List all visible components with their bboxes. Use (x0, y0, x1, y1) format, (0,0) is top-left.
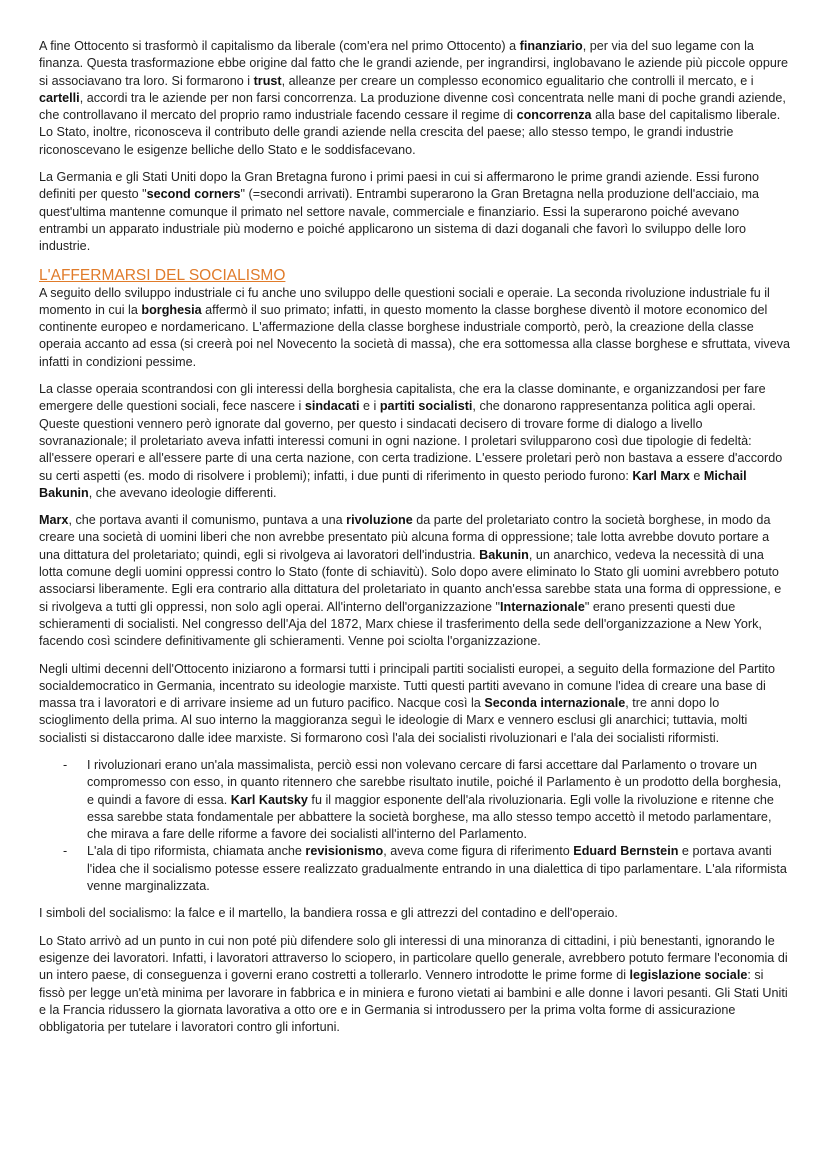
text-span: " erano presenti questi due schieramenti di socialisti. Nel congresso dell'Aja del 1872, Marx chiese il trasferimento della sede dell'organizzazione a New York, facendo così scindere definitivamente gli schieramenti. Venne poi sciolta l'organizzazione. (39, 599, 762, 649)
text-span: e (689, 468, 704, 483)
bold-term-sindacati: sindacati (304, 399, 360, 414)
bold-term-revisionismo: revisionismo (305, 844, 384, 859)
bold-term-trust: trust (253, 73, 282, 88)
text-span: , che donarono rappresentanza politica agli operai. Queste questioni vennero però ignorate dal governo, per questo i sindacati decisero di trovare forme di dialogo a livello sovranazionale; il proletariato aveva infatti interessi comuni in ogni nazione. I proletari svilupparono così due tipologie di fedeltà: all'essere operari e all'essere parte di una certa nazione, con certa tradizione. L'essere proletari però non bastava a essere d'accordo su certi aspetti (es. modo di risolvere i problemi); infatti, i due punti di riferimento in questo periodo furono: (39, 399, 783, 483)
bold-term-bakunin: Bakunin (479, 547, 529, 562)
paragraph-simboli (39, 905, 791, 922)
text-span: La classe operaia scontrandosi con gli interessi della borghesia capitalista, che era la classe dominante, e organizzandosi per fare emergere delle questioni sociali, fece nascere i (39, 382, 766, 414)
bold-term-legislazione-sociale: legislazione sociale (629, 968, 748, 983)
text-span: , un anarchico, vedeva la necessità di una lotta comune degli uomini oppressi contro lo Stato (fonte di schiavitù). Solo dopo avere eliminato lo Stato gli uomini avrebbero potuto associarsi liberamente. Egli era contrario alla dittatura del proletariato in quanto anch'essa sarebbe stata una forma di oppressione, e si rivolgeva a tutti gli oppressi, non solo agli operai. All'interno dell'organizzazione " (39, 547, 782, 614)
paragraph-marx-bakunin (39, 512, 791, 650)
text-span: L'ala di tipo riformista, chiamata anche (87, 844, 306, 859)
paragraph-classe-operaia (39, 381, 791, 502)
paragraph-partiti-socialisti (39, 661, 791, 747)
bold-term-karl-kautsky: Karl Kautsky (230, 792, 308, 807)
text-span: alla base del capitalismo liberale. Lo Stato, inoltre, riconosceva il contributo delle grandi aziende nella crescita del paese; allo stesso tempo, le grandi industrie riconoscevano le esigenze belliche dello Stato e le soddisfacevano. (39, 108, 781, 157)
text-span: , aveva come figura di riferimento (383, 844, 574, 859)
document-page (39, 38, 791, 1046)
text-span: affermò il suo primato; infatti, in questo momento la classe borghese diventò il motore economico del continente europeo e nordamericano. L'affermazione della classe borghese industriale comportò, però, la creazione della classe operaia accanto ad essa (si creerà poi nel Novecento la società di massa), che era sottomessa alla classe borghese e sfruttata, viveva infatti in condizioni pessime. (39, 302, 791, 369)
text-span: " (=secondi arrivati). Entrambi superarono la Gran Bretagna nella produzione dell'acciaio, ma quest'ultima mantenne comunque il primato nel settore navale, commerciale e finanziario. Essi la superarono poiché avevano entrambi un apparato industriale più moderno e poiché applicarono un sistema di dazi doganali che favorì lo sviluppo delle loro industrie. (39, 187, 760, 254)
text-span: A fine Ottocento si trasformò il capitalismo da liberale (com'era nel primo Ottocento) a (39, 39, 520, 53)
text-span: : si fissò per legge un'età minima per lavorare in fabbrica e in miniera e furono vietati ai bambini e alle donne i lavori pesanti. Gli Stati Uniti e la Francia ridussero la giornata lavorativa a otto ore e in Germania si introdussero per la prima volta forme di assicurazione obbligatoria per tutelare i lavoratori contro gli infortuni. (39, 968, 788, 1035)
text-span: fu il maggior esponente dell'ala rivoluzionaria. Egli volle la rivoluzione e ritenne che essa sarebbe stata fondamentale per abbattere la società borghese, ma allo stesso tempo accettò il metodo parlamentare, che mirava a fare delle riforme a favore dei socialisti all'interno del Parlamento. (87, 792, 774, 842)
text-span: A seguito dello sviluppo industriale ci fu anche uno sviluppo delle questioni sociali e operaie. La seconda rivoluzione industriale fu il momento in cui la (39, 285, 770, 317)
text-span: La Germania e gli Stati Uniti dopo la Gran Bretagna furono i primi paesi in cui si affermarono le prime grandi aziende. Essi furono definiti per questo " (39, 170, 759, 202)
text-span: , accordi tra le aziende per non farsi concorrenza. La produzione divenne così concentrata nelle mani di poche grandi aziende, che controllavano il mercato del proprio ramo industriale facendo cessare il regime di (39, 90, 786, 123)
text-span: , per via del suo legame con la finanza. Questa trasformazione ebbe origine dal fatto che le grandi aziende, per ingrandirsi, inglobavano le aziende più piccole oppure si associavano tra loro. Si formarono i (39, 39, 789, 88)
text-span: e portava avanti l'idea che il socialismo potesse essere realizzato gradualmente entrando in una dialettica di tipo parlamentare. L'ala riformista venne marginalizzata. (87, 844, 787, 894)
paragraph-sviluppo-sociale (39, 285, 791, 371)
bold-term-concorrenza: concorrenza (516, 108, 592, 123)
bold-term-michail-bakunin: Michail Bakunin (39, 468, 747, 500)
text-span: Lo Stato arrivò ad un punto in cui non poté più difendere solo gli interessi di una minoranza di cittadini, i più benestanti, ignorando le esigenze dei lavoratori. Infatti, i lavoratori attraverso lo sciopero, in particolare quello generale, avrebbero potuto fermare l'economia di un intero paese, di conseguenza i governi erano costretti a tollerarlo. Vennero introdotte le prime forme di (39, 933, 788, 983)
text-span: Negli ultimi decenni dell'Ottocento iniziarono a formarsi tutti i principali partiti socialisti europei, a seguito della formazione del Partito socialdemocratico in Germania, incentrato su ideologie marxiste. Tutti questi partiti avevano in comune l'idea di creare una base di massa tra i lavoratori e di arrivare insieme ad un futuro pacifico. Nacque così la (39, 661, 776, 711)
paragraph-legislazione-sociale (39, 933, 791, 1037)
bullet-list (39, 757, 791, 895)
bold-term-borghesia: borghesia (141, 302, 202, 317)
bold-term-marx: Marx (39, 513, 69, 528)
bold-term-internazionale: Internazionale (500, 599, 585, 614)
bold-term-cartelli: cartelli (39, 90, 80, 105)
bold-term-seconda-internazionale: Seconda internazionale (484, 696, 626, 711)
section-heading: L'AFFERMARSI DEL SOCIALISMO (39, 266, 286, 284)
text-span: , alleanze per creare un complesso economico egualitario che controlli il mercato, e i (281, 73, 754, 88)
bold-term-karl-marx: Karl Marx (632, 468, 690, 483)
list-item-rivoluzionari (39, 757, 791, 843)
paragraph-germania-stati-uniti (39, 169, 791, 255)
bold-term-second-corners: second corners (146, 187, 241, 202)
list-item-riformisti (39, 843, 791, 895)
text-span: I rivoluzionari erano un'ala massimalista, perciò essi non volevano cercare di farsi accettare dal Parlamento o trovare un compromesso con esso, in quanto ritennero che sarebbe risultato inutile, poiché il Parlamento è un prodotto della borghesia, e quindi a favore di essa. (87, 757, 782, 807)
text-span: , che portava avanti il comunismo, puntava a una (68, 513, 347, 528)
text-span: , tre anni dopo lo scioglimento della prima. Al suo interno la maggioranza seguì le ideologie di Marx e vennero esclusi gli anarchici; tuttavia, molti socialisti si distaccarono dalle idee marxiste. Si formarono così l'ala dei socialisti rivoluzionari e l'ala dei socialisti riformisti. (39, 696, 748, 745)
bold-term-finanziario: finanziario (519, 39, 583, 53)
text-span: da parte del proletariato contro la società borghese, in modo da creare una società di uomini liberi che non avrebbe presentato più alcuna forma di oppressione; tale lotta avrebbe dovuto portare a una dittatura del proletariato; quindi, egli si rivolgeva ai lavoratori dell'industria. (39, 513, 771, 562)
bold-term-partiti-socialisti: partiti socialisti (379, 399, 473, 414)
text-span: , che avevano ideologie differenti. (88, 485, 277, 500)
bullet-dash: - (63, 757, 68, 772)
text-span: e i (359, 399, 380, 414)
text-span: I simboli del socialismo: la falce e il martello, la bandiera rossa e gli attrezzi del contadino e dell'operaio. (39, 906, 618, 921)
bullet-dash: - (63, 844, 68, 859)
bold-term-eduard-bernstein: Eduard Bernstein (573, 844, 679, 859)
bold-term-rivoluzione: rivoluzione (346, 513, 413, 528)
paragraph-capitalismo-finanziario (39, 38, 791, 159)
